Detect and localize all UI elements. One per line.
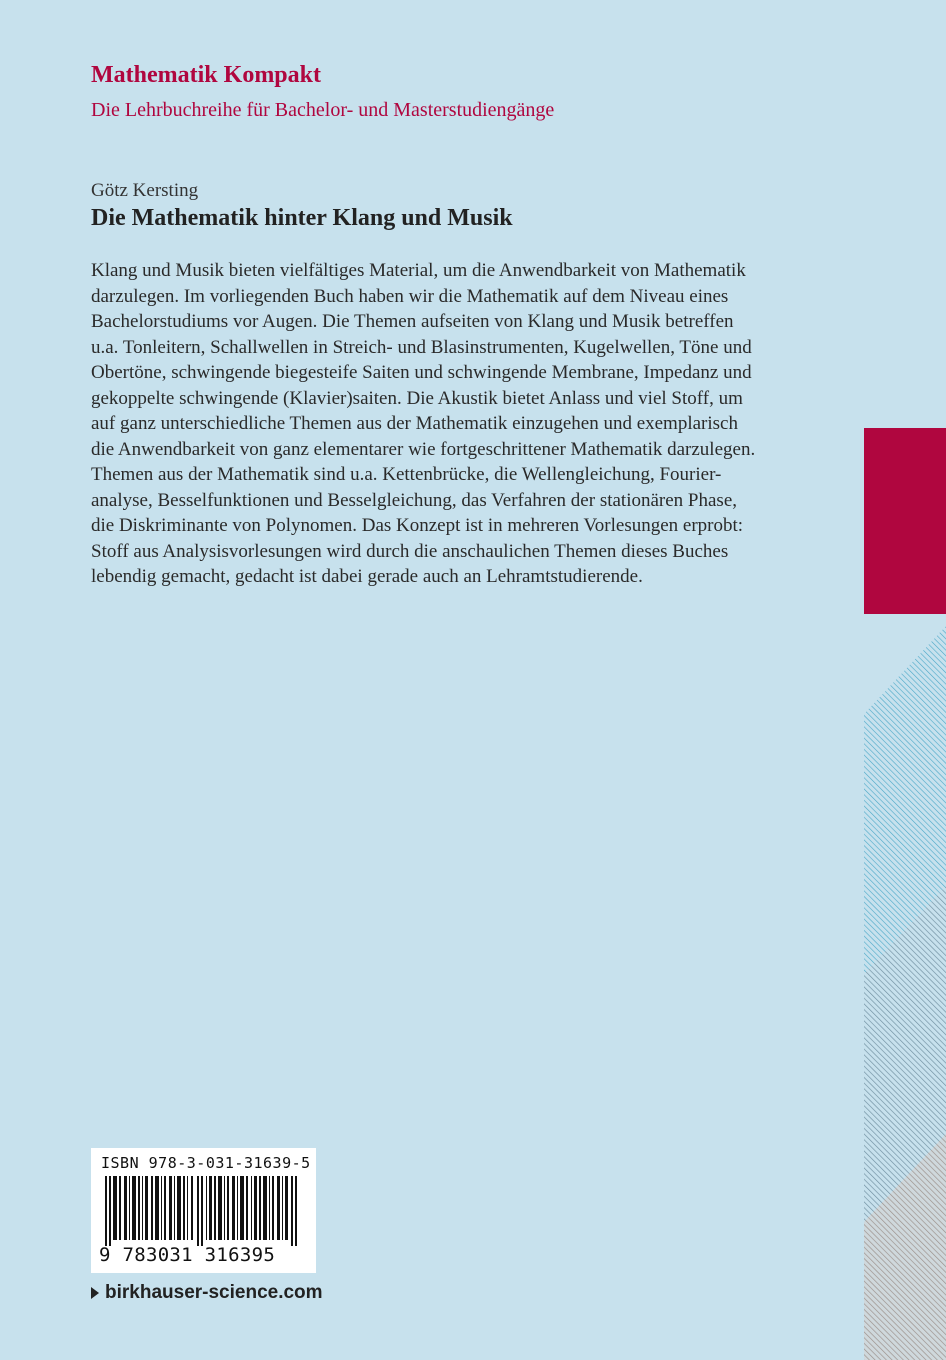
blurb-line: die Anwendbarkeit von ganz elementarer wie fortgeschrittener Mathematik darzulegen. bbox=[91, 438, 756, 460]
website-url[interactable]: birkhauser-science.com bbox=[105, 1282, 323, 1303]
isbn-barcode-box bbox=[91, 1148, 316, 1273]
accent-block bbox=[864, 428, 946, 614]
book-title: Die Mathematik hinter Klang und Musik bbox=[91, 205, 513, 231]
blurb-line: Obertöne, schwingende biegesteife Saiten und schwingende Membrane, Impedanz und bbox=[91, 362, 752, 383]
blurb-line: die Diskriminante von Polynomen. Das Konzept ist in mehreren Vorlesungen erprobt: bbox=[91, 515, 744, 536]
blurb-line: auf ganz unterschiedliche Themen aus der Mathematik einzugehen und exemplarisch bbox=[91, 413, 738, 434]
blurb-line: u.a. Tonleitern, Schallwellen in Streich- und Blasinstrumenten, Kugelwellen, Töne und bbox=[91, 336, 752, 358]
blurb-line: lebendig gemacht, gedacht ist dabei gerade auch an Lehramtstudierende. bbox=[91, 566, 643, 587]
blurb-line: analyse, Besselfunktionen und Besselgleichung, das Verfahren der stationären Phase, bbox=[91, 489, 737, 511]
blurb bbox=[91, 258, 771, 590]
blurb-line: darzulegen. Im vorliegenden Buch haben wir die Mathematik auf dem Niveau eines bbox=[91, 285, 729, 307]
series-title: Mathematik Kompakt bbox=[91, 62, 321, 88]
barcode bbox=[105, 1176, 302, 1246]
triangle-right-icon bbox=[91, 1287, 99, 1299]
blurb-line: Stoff aus Analysisvorlesungen wird durch die anschaulichen Themen dieses Buches bbox=[91, 540, 729, 562]
blurb-line: Themen aus der Mathematik sind u.a. Kettenbrücke, die Wellengleichung, Fourier- bbox=[91, 464, 722, 485]
series-subtitle: Die Lehrbuchreihe für Bachelor- und Masterstudiengänge bbox=[91, 99, 555, 121]
blurb-line: Bachelorstudiums vor Augen. Die Themen aufseiten von Klang und Musik betreffen bbox=[91, 311, 734, 332]
diagonal-stripe-pattern bbox=[864, 614, 946, 1360]
blurb-line: Klang und Musik bieten vielfältiges Material, um die Anwendbarkeit von Mathematik bbox=[91, 260, 746, 281]
author-name: Götz Kersting bbox=[91, 180, 199, 201]
publisher-website[interactable] bbox=[91, 1282, 323, 1304]
isbn-label: ISBN 978-3-031-31639-5 bbox=[101, 1154, 311, 1172]
ean-digits: 9 783031 316395 bbox=[99, 1244, 276, 1266]
blurb-line: gekoppelte schwingende (Klavier)saiten. Die Akustik bietet Anlass und viel Stoff, um bbox=[91, 387, 743, 409]
